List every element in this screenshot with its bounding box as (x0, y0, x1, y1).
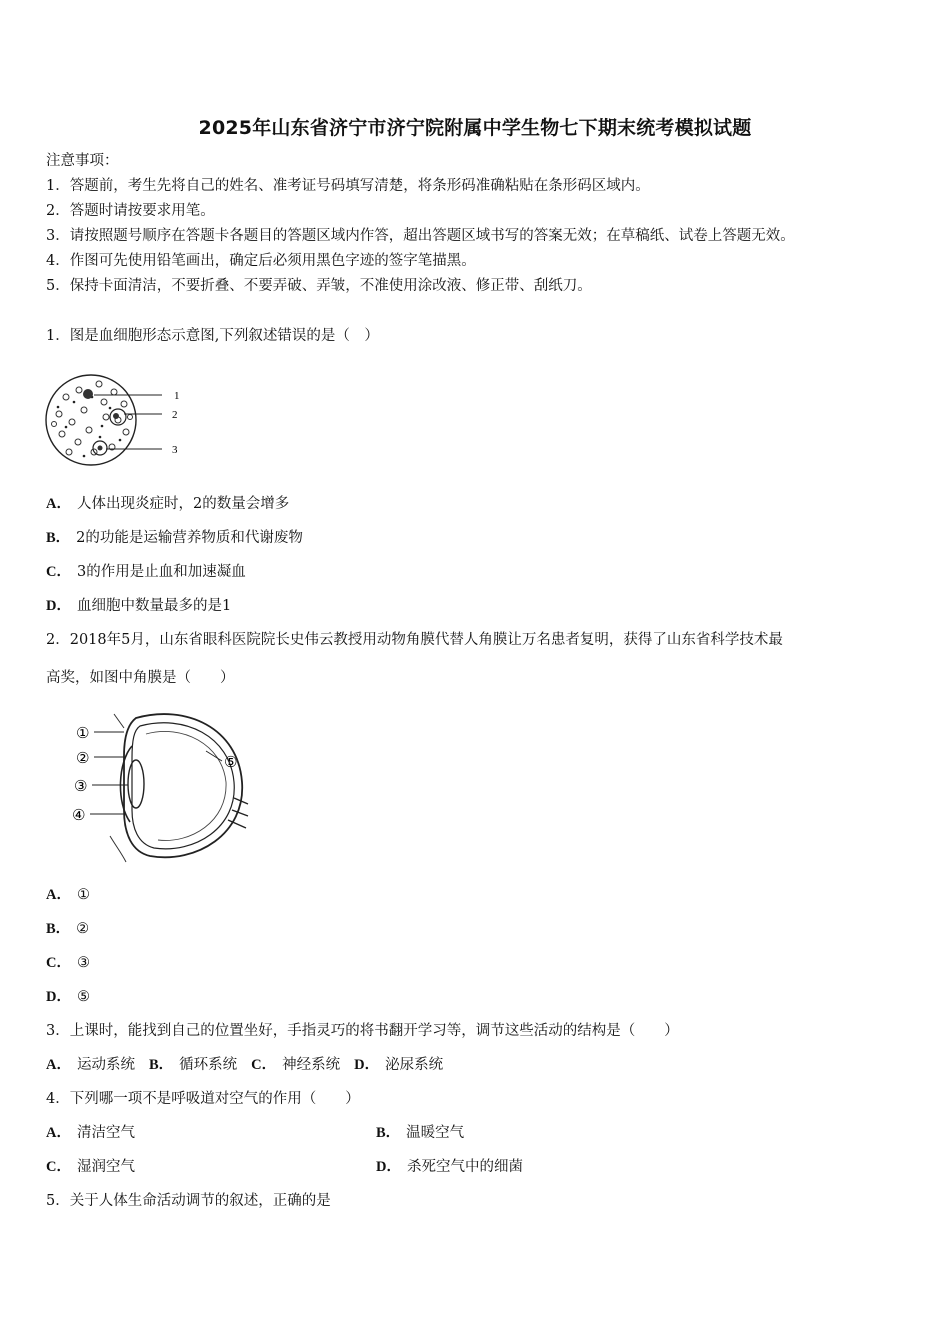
q3-option-c: C． 神经系统 (251, 1057, 341, 1073)
q4-option-a: A． 清洁空气 (46, 1125, 135, 1141)
q1-stem: 1．图是血细胞形态示意图,下列叙述错误的是（ ） (46, 328, 379, 344)
q3-option-a: A． 运动系统 (46, 1057, 135, 1073)
q2-option-c: C． ③ (46, 955, 90, 971)
q1-option-b: B． 2的功能是运输营养物质和代谢废物 (46, 530, 303, 546)
blood-cell-figure (44, 372, 194, 468)
notice-item: 3．请按照题号顺序在答题卡各题目的答题区域内作答，超出答题区域书写的答案无效；在草稿纸、试卷上答题无效。 (46, 228, 795, 244)
notice-item: 4．作图可先使用铅笔画出，确定后必须用黑色字迹的签字笔描黑。 (46, 253, 476, 269)
fig2-label-3: ③ (74, 777, 88, 795)
q3-options (46, 1055, 457, 1075)
q1-option-c: C． 3的作用是止血和加速凝血 (46, 564, 246, 580)
q1-option-d: D． 血细胞中数量最多的是1 (46, 598, 232, 614)
q1-option-a: A． 人体出现炎症时，2的数量会增多 (46, 496, 290, 512)
q3-option-b: B． 循环系统 (148, 1057, 238, 1073)
q2-option-a: A． ① (46, 887, 90, 903)
fig2-label-5: ⑤ (224, 753, 238, 771)
q3-stem: 3．上课时，能找到自己的位置坐好，手指灵巧的将书翻开学习等，调节这些活动的结构是（ ） (46, 1023, 679, 1039)
q2-option-d: D． ⑤ (46, 989, 90, 1005)
fig2-label-2: ② (76, 749, 90, 767)
q4-option-c: C． 湿润空气 (46, 1159, 135, 1175)
q4-stem: 4．下列哪一项不是呼吸道对空气的作用（ ） (46, 1091, 360, 1107)
q3-option-d: D． 泌尿系统 (354, 1057, 444, 1073)
q2-option-b: B． ② (46, 921, 90, 937)
q4-option-b: B． 温暖空气 (376, 1125, 465, 1141)
fig2-label-4: ④ (72, 806, 86, 824)
page-title: 2025年山东省济宁市济宁院附属中学生物七下期末统考模拟试题 (198, 117, 752, 139)
eye-structure-figure (66, 706, 250, 866)
notice-item: 2．答题时请按要求用笔。 (46, 203, 215, 219)
fig1-label-1: 1 (174, 390, 180, 402)
q4-option-d: D． 杀死空气中的细菌 (376, 1159, 523, 1175)
fig2-label-1: ① (76, 724, 90, 742)
notice-item: 5．保持卡面清洁，不要折叠、不要弄破、弄皱，不准使用涂改液、修正带、刮纸刀。 (46, 278, 592, 294)
notice-item: 1．答题前，考生先将自己的姓名、准考证号码填写清楚，将条形码准确粘贴在条形码区域内。 (46, 178, 650, 194)
notice-heading: 注意事项： (46, 153, 119, 169)
q2-stem-line1: 2．2018年5月，山东省眼科医院院长史伟云教授用动物角膜代替人角膜让万名患者复明，获得了山东省科学技术最 (46, 632, 783, 648)
fig1-label-3: 3 (172, 444, 178, 456)
fig1-label-2: 2 (172, 409, 178, 421)
q2-stem-line2: 高奖，如图中角膜是（ ） (46, 670, 235, 686)
q5-stem: 5．关于人体生命活动调节的叙述，正确的是 (46, 1193, 331, 1209)
